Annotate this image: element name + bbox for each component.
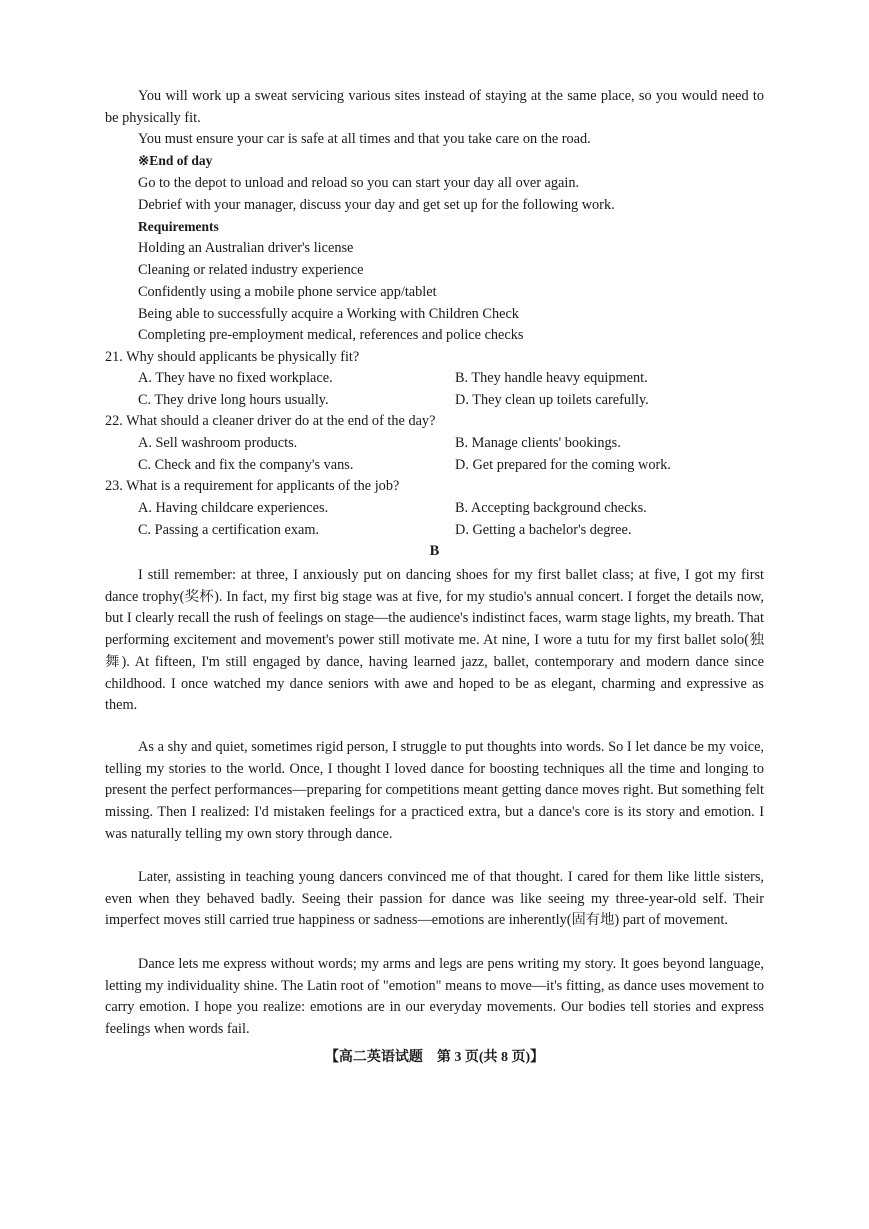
- question-21-stem: 21. Why should applicants be physically fit?: [105, 349, 360, 365]
- requirement-item: Holding an Australian driver's license: [138, 240, 354, 256]
- question-22-option-b: B. Manage clients' bookings.: [455, 435, 621, 451]
- end-of-day-line-1: Go to the depot to unload and reload so you can start your day all over again.: [138, 175, 580, 191]
- question-22-stem: 22. What should a cleaner driver do at the end of the day?: [105, 413, 436, 429]
- requirement-item: Completing pre-employment medical, references and police checks: [138, 327, 524, 343]
- question-21-option-c: C. They drive long hours usually.: [138, 392, 329, 408]
- question-21-option-a: A. They have no fixed workplace.: [138, 370, 333, 386]
- end-of-day-line-2: Debrief with your manager, discuss your day and get set up for the following work.: [138, 197, 615, 213]
- question-23-option-d: D. Getting a bachelor's degree.: [455, 522, 632, 538]
- question-22-option-a: A. Sell washroom products.: [138, 435, 298, 451]
- end-of-day-heading: ※End of day: [138, 153, 213, 168]
- passage-b-paragraph-3: Later, assisting in teaching young dancers convinced me of that thought. I cared for them like little sisters, even when they behaved badly. Seeing their passion for dance was like seeing my three-year-old self. Their imperfect moves still carried true happiness or sadness—emotions are inherently(固有地) part of movement.: [105, 869, 764, 929]
- question-23-option-c: C. Passing a certification exam.: [138, 522, 320, 538]
- page-footer: 【高二英语试题 第 3 页(共 8 页)】: [324, 1050, 545, 1065]
- requirements-heading: Requirements: [138, 219, 219, 234]
- requirement-item: Confidently using a mobile phone service app/tablet: [138, 284, 437, 300]
- requirement-item: Being able to successfully acquire a Working with Children Check: [138, 306, 519, 322]
- requirement-item: Cleaning or related industry experience: [138, 262, 364, 278]
- section-b-label: B: [429, 543, 440, 559]
- question-22-option-c: C. Check and fix the company's vans.: [138, 457, 354, 473]
- question-23-stem: 23. What is a requirement for applicants of the job?: [105, 478, 400, 494]
- question-23-option-b: B. Accepting background checks.: [455, 500, 647, 516]
- passage-b-paragraph-4: Dance lets me express without words; my arms and legs are pens writing my story. It goes beyond language, letting my individuality shine. The Latin root of "emotion" means to move—it's fitting, as dance uses movement to carry emotion. I hope you realize: emotions are in our everyday movements. Our bodies tell stories and express feelings when words fail.: [105, 956, 764, 1038]
- question-21-option-d: D. They clean up toilets carefully.: [455, 392, 649, 408]
- question-23-option-a: A. Having childcare experiences.: [138, 500, 329, 516]
- question-22-option-d: D. Get prepared for the coming work.: [455, 457, 671, 473]
- physical-fit-paragraph: You will work up a sweat servicing various sites instead of staying at the same place, so you would need to be physically fit.: [105, 88, 764, 126]
- passage-b-paragraph-1: I still remember: at three, I anxiously put on dancing shoes for my first ballet class; at five, I got my first dance trophy(奖杯). In fact, my first big stage was at five, for my studio's annual concert. I forget the details now, but I clearly recall the rush of feelings on stage—the audience's indistinct faces, warm stage lights, my breath. That performing excitement and movement's power still motivate me. At nine, I wore a tutu for my first ballet solo(独舞). At fifteen, I'm still engaged by dance, having learned jazz, ballet, contemporary and modern dance since childhood. I once watched my dance seniors with awe and hoped to be as elegant, charming and expressive as them.: [105, 567, 764, 714]
- question-21-option-b: B. They handle heavy equipment.: [455, 370, 648, 386]
- passage-b-paragraph-2: As a shy and quiet, sometimes rigid person, I struggle to put thoughts into words. So I let dance be my voice, telling my stories to the world. Once, I thought I loved dance for boosting techniques all the time and longing to present the perfect performances—preparing for competitions meant getting dance moves right. But something felt missing. Then I realized: I'd mistaken feelings for a practiced extra, but a dance's core is its story and emotion. I was naturally telling my own story through dance.: [105, 739, 764, 842]
- car-safe-line: You must ensure your car is safe at all times and that you take care on the road.: [138, 131, 591, 147]
